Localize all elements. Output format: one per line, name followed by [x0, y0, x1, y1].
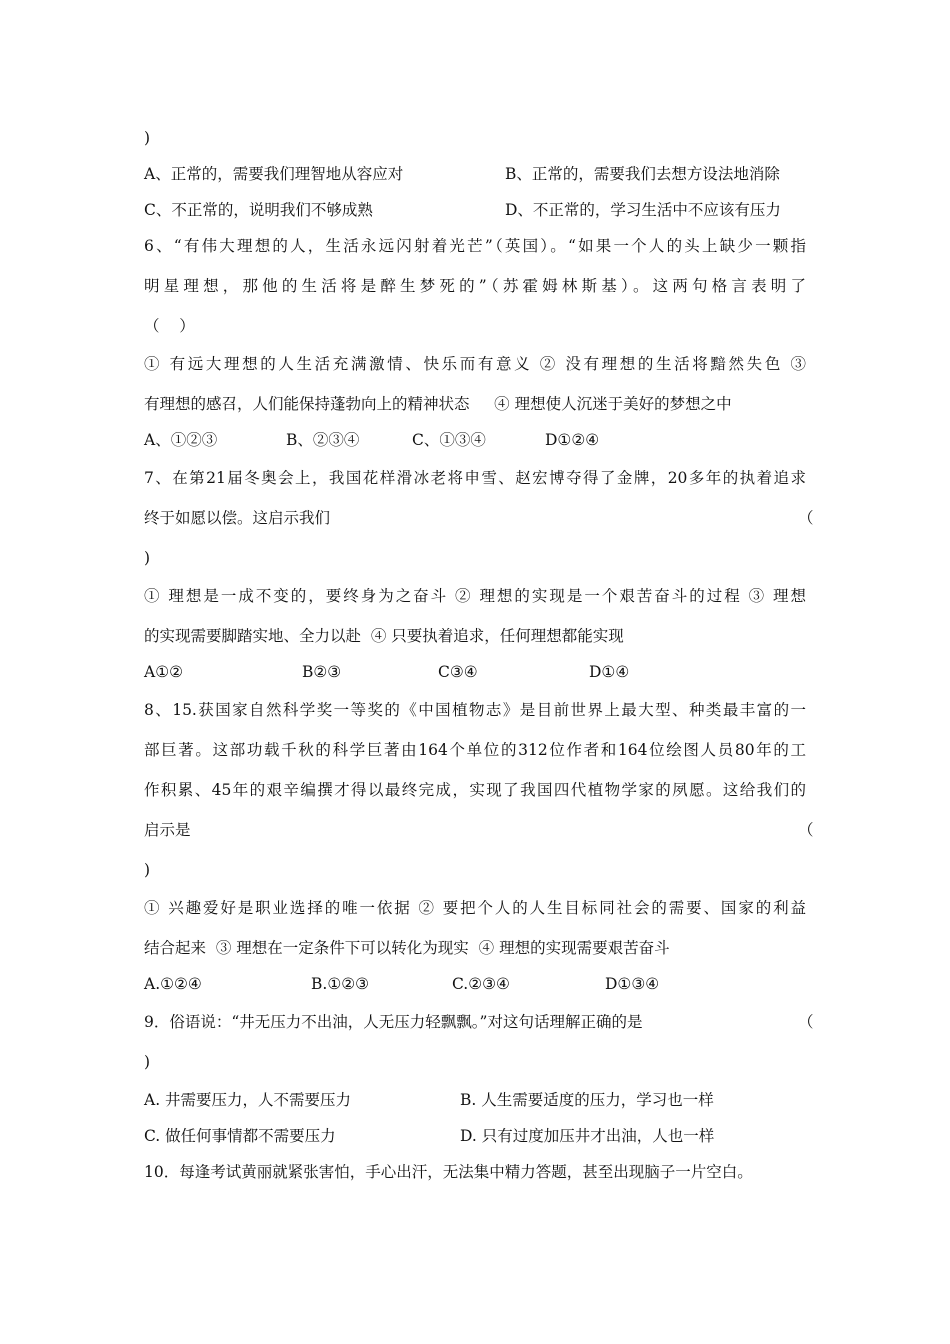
q6-stem-line-2: 明星理想，那他的生活将是醉生梦死的”（苏霍姆林斯基）。这两句格言表明了 — [144, 277, 806, 295]
q9-paren-open: （ — [798, 1013, 814, 1031]
q7-option-c: C③④ — [438, 663, 478, 681]
q8-stem-line-3: 作积累、45年的艰辛编撰才得以最终完成，实现了我国四代植物学家的夙愿。这给我们的 — [144, 781, 806, 799]
q9-paren-close: ) — [144, 1053, 151, 1071]
q8-option-c: C.②③④ — [452, 975, 510, 993]
q8-paren-open: （ — [798, 821, 814, 839]
q9-option-d: D. 只有过度加压井才出油，人也一样 — [460, 1127, 715, 1145]
q8-stem-line-4: 启示是 — [144, 821, 191, 839]
q7-option-a: A①② — [144, 663, 183, 681]
q8-option-d: D①③④ — [605, 975, 660, 993]
q6-option-a: A、①②③ — [144, 431, 218, 449]
q7-statement-line-1: ① 理想是一成不变的，要终身为之奋斗 ② 理想的实现是一个艰苦奋斗的过程 ③ 理想 — [144, 587, 806, 605]
q6-answer-paren: （ ） — [144, 317, 195, 335]
q9-option-b: B. 人生需要适度的压力，学习也一样 — [460, 1091, 714, 1109]
q9-option-c: C. 做任何事情都不需要压力 — [144, 1127, 336, 1145]
q8-paren-close: ) — [144, 861, 151, 879]
q9-option-a: A. 井需要压力，人不需要压力 — [144, 1091, 352, 1109]
q6-option-d: D①②④ — [545, 431, 600, 449]
q7-option-d: D①④ — [589, 663, 630, 681]
q7-stem-line-2: 终于如愿以偿。这启示我们 — [144, 509, 331, 527]
q8-statement-line-2: 结合起来 ③ 理想在一定条件下可以转化为现实 ④ 理想的实现需要艰苦奋斗 — [144, 939, 670, 957]
q9-stem-line-1: 9．俗语说：“井无压力不出油，人无压力轻飘飘。”对这句话理解正确的是 — [144, 1013, 643, 1031]
q10-stem-line-1: 10．每逢考试黄丽就紧张害怕，手心出汗，无法集中精力答题，甚至出现脑子一片空白。 — [144, 1163, 753, 1181]
q8-stem-line-1: 8、15.获国家自然科学奖一等奖的《中国植物志》是目前世界上最大型、种类最丰富的一 — [144, 701, 806, 719]
q6-stem-line-1: 6、“有伟大理想的人，生活永远闪射着光芒”（英国）。“如果一个人的头上缺少一颗指 — [144, 237, 806, 255]
q7-paren-close: ) — [144, 549, 151, 567]
q5-option-d: D、不正常的，学习生活中不应该有压力 — [505, 201, 781, 219]
q6-option-b: B、②③④ — [286, 431, 360, 449]
q7-statement-line-2: 的实现需要脚踏实地、全力以赴 ④ 只要执着追求，任何理想都能实现 — [144, 627, 624, 645]
q8-stem-line-2: 部巨著。这部功载千秋的科学巨著由164个单位的312位作者和164位绘图人员80年的工 — [144, 741, 806, 759]
q8-option-a: A.①②④ — [144, 975, 202, 993]
q7-stem-line-1: 7、在第21届冬奥会上，我国花样滑冰老将申雪、赵宏博夺得了金牌，20多年的执着追求 — [144, 469, 806, 487]
q5-option-c: C、不正常的，说明我们不够成熟 — [144, 201, 373, 219]
q7-paren-open: （ — [798, 509, 814, 527]
q6-statement-line-1: ① 有远大理想的人生活充满激情、快乐而有意义 ② 没有理想的生活将黯然失色 ③ — [144, 355, 806, 373]
q5-paren-close: ) — [144, 129, 151, 147]
q6-statement-line-2: 有理想的感召，人们能保持蓬勃向上的精神状态 ④ 理想使人沉迷于美好的梦想之中 — [144, 395, 732, 413]
q8-option-b: B.①②③ — [311, 975, 370, 993]
q7-option-b: B②③ — [302, 663, 342, 681]
q6-option-c: C、①③④ — [412, 431, 486, 449]
q5-option-b: B、正常的，需要我们去想方设法地消除 — [505, 165, 780, 183]
q5-option-a: A、正常的，需要我们理智地从容应对 — [144, 165, 404, 183]
q8-statement-line-1: ① 兴趣爱好是职业选择的唯一依据 ② 要把个人的人生目标同社会的需要、国家的利益 — [144, 899, 806, 917]
